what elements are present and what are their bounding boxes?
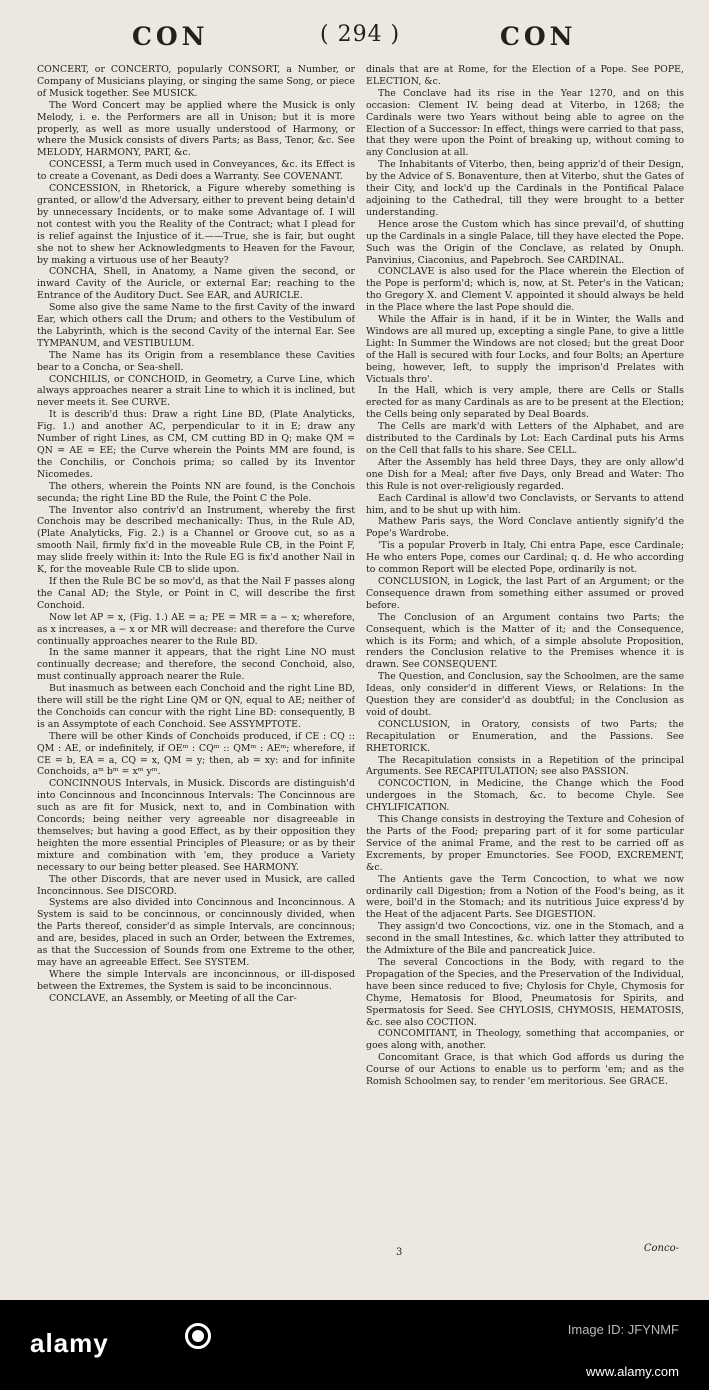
paragraph: CONCOCTION, in Medicine, the Change which the Food undergoes in the Stomach, &c. to become Chyle. See CHYLIFICATION. [366, 778, 684, 814]
paragraph: CONCLAVE is also used for the Place wherein the Election of the Pope is perform'd; which is, now, at St. Peter's in the Vatican; tho Gregory X. and Clement V. appointed it should always be held in the Place where the last Pope should die. [366, 266, 684, 314]
paragraph: The several Concoctions in the Body, with regard to the Propagation of the Species, and the Preservation of the Individual, have been since reduced to five; Chylosis for Chyle, Chymosis for Chyme, Hematosis for Blood, Pneumatosis for Spirits, and Spermatosis for Seed. See CHYLOSIS, CHYMOSIS, HEMATOSIS, &c. see also COCTION. [366, 956, 684, 1028]
paragraph: Now let AP = x, (Fig. 1.) AE = a; PE = MR = a − x; wherefore, as x increases, a − x or MR will decrease: and therefore the Curve continually approaches nearer to the Rule BD. [37, 611, 355, 647]
paragraph: The Conclusion of an Argument contains two Parts; the Consequent, which is the Matter of it; and the Consequence, which is its Form; and which, of a simple absolute Proposition, renders the Conclusion relative to the Premises whence it is drawn. See CONSEQUENT. [366, 611, 684, 671]
left-text-column [37, 64, 355, 1284]
paragraph: CONCESSION, in Rhetorick, a Figure whereby something is granted, or allow'd the Adversary, either to prevent being detain'd by unnecessary Incidents, or to make some Advantage of. I will not contest with you the Reality of the Contract; what I plead for is relief against the Injustice of it.——True, she is fair, but ought she not to shew her Acknowledgments to Heaven for the Favour, by making a virtuous use of her Beauty? [37, 183, 355, 266]
image-id-label: Image ID: JFYNMF [567, 1322, 679, 1337]
catchword: Conco- [643, 1243, 679, 1254]
paragraph: The Inventor also contriv'd an Instrument, whereby the first Conchois may be described mechanically: Thus, in the Rule AD, (Plate Analyticks, Fig. 2.) is a Channel or Groove cut, so as a smooth Nail, firmly fix'd in the moveable Rule CB, in the Point F, may slide freely within it: Into the Rule EG is fix'd another Nail in K, for the moveable Rule CB to slide upon. [37, 504, 355, 576]
watermark-url: www.alamy.com [586, 1364, 679, 1379]
running-head-left: CON [132, 22, 209, 51]
paragraph: CONCHILIS, or CONCHOID, in Geometry, a Curve Line, which always approaches nearer a strait Line to which it is inclined, but never meets it. See CURVE. [37, 373, 355, 409]
running-head-right: CON [500, 22, 577, 51]
paragraph: They assign'd two Concoctions, viz. one in the Stomach, and a second in the small Intestines, &c. which latter they attributed to the Admixture of the Bile and pancreatick Juice. [366, 921, 684, 957]
paragraph: The Conclave had its rise in the Year 1270, and on this occasion: Clement IV. being dead at Viterbo, in 1268; the Cardinals were two Years without being able to agree on the Election of a Successor: In effect, things were carried to that pass, that they were upon the Point of breaking up, without coming to any Conclusion at all. [366, 87, 684, 159]
page-number: ( 294 ) [320, 22, 401, 47]
paragraph: It is describ'd thus: Draw a right Line BD, (Plate Analyticks, Fig. 1.) and another AC, perpendicular to it in E; draw any Number of right Lines, as CM, CM cutting BD in Q; make QM = QN = AE = EE; the Curve wherein the Points MM are found, is the Conchilis, or Conchois prima; so called by its Inventor Nicomedes. [37, 409, 355, 480]
paragraph: But inasmuch as between each Conchoid and the right Line BD, there will still be the right Line QM or QN, equal to AE; neither of the Conchoids can concur with the right Line BD: consequently, B is an Assymptote of each Conchoid. See ASSYMPTOTE. [37, 683, 355, 730]
paragraph: CONCINNOUS Intervals, in Musick. Discords are distinguish'd into Concinnous and Inconcinnous Intervals: The Concinnous are such as are fit for Musick, next to, and in Combination with Concords; being neither very agreeable nor disagreeable in themselves; but having a good Effect, as by their opposition they heighten the more essential Principles of Pleasure; or as by their mixture and combination with 'em, they produce a Variety necessary to our being better pleased. See HARMONY. [37, 778, 355, 873]
paragraph: CONCERT, or CONCERTO, popularly CONSORT, a Number, or Company of Musicians playing, or singing the same Song, or piece of Musick together. See MUSICK. [37, 64, 355, 99]
paragraph: The Antients gave the Term Concoction, to what we now ordinarily call Digestion; from a Notion of the Food's being, as it were, boil'd in the Stomach; and its nutritious Juice express'd by the Heat of the adjacent Parts. See DIGESTION. [366, 873, 684, 921]
paragraph: The Name has its Origin from a resemblance these Cavities bear to a Concha, or Sea-shell. [37, 349, 355, 373]
alamy-logo-icon [185, 1323, 211, 1349]
paragraph: The Question, and Conclusion, say the Schoolmen, are the same Ideas, only consider'd in different Views, or Relations: In the Question they are consider'd as doubtful; in the Conclusion as void of doubt. [366, 671, 684, 718]
paragraph: CONCOMITANT, in Theology, something that accompanies, or goes along with, another. [366, 1028, 684, 1052]
paragraph: CONCHA, Shell, in Anatomy, a Name given the second, or inward Cavity of the Auricle, or external Ear; reaching to the Entrance of the Auditory Duct. See EAR, and AURICLE. [37, 266, 355, 302]
paragraph: Where the simple Intervals are inconcinnous, or ill-disposed between the Extremes, the System is said to be inconcinnous. [37, 968, 355, 992]
alamy-logo: alamy [30, 1328, 109, 1358]
paragraph: 'Tis a popular Proverb in Italy, Chi entra Pape, esce Cardinale; He who enters Pope, comes our Cardinal; q. d. He who according to common Report will be elected Pope, ordinarily is not. [366, 540, 684, 576]
paragraph: Hence arose the Custom which has since prevail'd, of shutting up the Cardinals in a single Palace, till they have elected the Pope. Such was the Origin of the Conclave, as related by Onuph. Panvinius, Ciaconius, and Papebroch. See CARDINAL. [366, 218, 684, 266]
paragraph: Mathew Paris says, the Word Conclave antiently signify'd the Pope's Wardrobe. [366, 516, 684, 540]
paragraph: There will be other Kinds of Conchoids produced, if CE : CQ :: QM : AE, or indefinitely, if OEᵐ : CQᵐ :: QMᵐ : AEᵐ; wherefore, if CE = b, EA = a, CQ = x, QM = y; then, ab = xy: and for infinite Conchoids, aᵐ bᵐ = xᵐ yᵐ. [37, 730, 355, 778]
right-text-column [366, 64, 684, 1284]
paragraph: If then the Rule BC be so mov'd, as that the Nail F passes along the Canal AD; the Style, or Point in C, will describe the first Conchoid. [37, 575, 355, 611]
paragraph: CONCLUSION, in Oratory, consists of two Parts; the Recapitulation or Enumeration, and the Passions. See RHETORICK. [366, 718, 684, 754]
paragraph: While the Affair is in hand, if it be in Winter, the Walls and Windows are all mured up, excepting a single Pane, to give a little Light: In Summer the Windows are not closed; but the great Door of the Hall is secured with four Locks, and four Bolts; an Aperture being, however, left, to supply the imprison'd Prelates with Victuals thro'. [366, 314, 684, 385]
paragraph: Concomitant Grace, is that which God affords us during the Course of our Actions to enable us to perform 'em; and as the Romish Schoolmen say, to render 'em meritorious. See GRACE. [366, 1052, 684, 1088]
paragraph: The other Discords, that are never used in Musick, are called Inconcinnous. See DISCORD. [37, 873, 355, 897]
paragraph: In the same manner it appears, that the right Line NO must continually decrease; and therefore, the second Conchoid, also, must continually approach nearer the Rule. [37, 647, 355, 683]
paragraph: Each Cardinal is allow'd two Conclavists, or Servants to attend him, and to be shut up with him. [366, 492, 684, 516]
paragraph: CONCLUSION, in Logick, the last Part of an Argument; or the Consequence drawn from something either assumed or proved before. [366, 575, 684, 611]
paragraph: After the Assembly has held three Days, they are only allow'd one Dish for a Meal; after five Days, only Bread and Water: Tho this Rule is not over-religiously regarded. [366, 456, 684, 492]
paragraph: The Recapitulation consists in a Repetition of the principal Arguments. See RECAPITULATION; see also PASSION. [366, 754, 684, 778]
paragraph: This Change consists in destroying the Texture and Cohesion of the Parts of the Food; preparing part of it for some particular Service of the animal Frame, and the rest to be carried off as Excrements, by proper Emunctories. See FOOD, EXCREMENT, &c. [366, 814, 684, 873]
paragraph: The others, wherein the Points NN are found, is the Conchois secunda; the right Line BD the Rule, the Point C the Pole. [37, 480, 355, 504]
paragraph: Some also give the same Name to the first Cavity of the inward Ear, which others call the Drum; and others to the Vestibulum of the Labyrinth, which is the second Cavity of the internal Ear. See TYMPANUM, and VESTIBULUM. [37, 302, 355, 349]
paragraph: Systems are also divided into Concinnous and Inconcinnous. A System is said to be concinnous, or concinnously divided, when the Parts thereof, consider'd as simple Intervals, are concinnous; and are, besides, placed in such an Order, between the Extremes, as that the Succession of Sounds from one Extreme to the other, may have an agreeable Effect. See SYSTEM. [37, 897, 355, 968]
watermark-banner [0, 1300, 709, 1390]
signature-mark: 3 [396, 1247, 403, 1258]
paragraph: CONCLAVE, an Assembly, or Meeting of all the Car- [49, 992, 297, 1004]
paragraph: The Word Concert may be applied where the Musick is only Melody, i. e. the Performers are all in Unison; but it is more properly, as well as more usually understood of Harmony, or where the Musick consists of divers Parts; as Bass, Tenor, &c. See MELODY, HARMONY, PART, &c. [37, 99, 355, 159]
paragraph: CONCESSI, a Term much used in Conveyances, &c. its Effect is to create a Covenant, as Dedi does a Warranty. See COVENANT. [37, 159, 355, 183]
paragraph: dinals that are at Rome, for the Election of a Pope. See POPE, ELECTION, &c. [366, 64, 684, 87]
paragraph: The Cells are mark'd with Letters of the Alphabet, and are distributed to the Cardinals by Lot: Each Cardinal puts his Arms on the Cell that falls to his share. See CELL. [366, 421, 684, 456]
paragraph: The Inhabitants of Viterbo, then, being appriz'd of their Design, by the Advice of S. Bonaventure, then at Viterbo, shut the Gates of their City, and lock'd up the Cardinals in the Pontifical Palace adjoining to the Cathedral, till they were brought to a better understanding. [366, 159, 684, 218]
paragraph: In the Hall, which is very ample, there are Cells or Stalls erected for as many Cardinals as are to be present at the Election; the Cells being only separated by Deal Boards. [366, 385, 684, 421]
